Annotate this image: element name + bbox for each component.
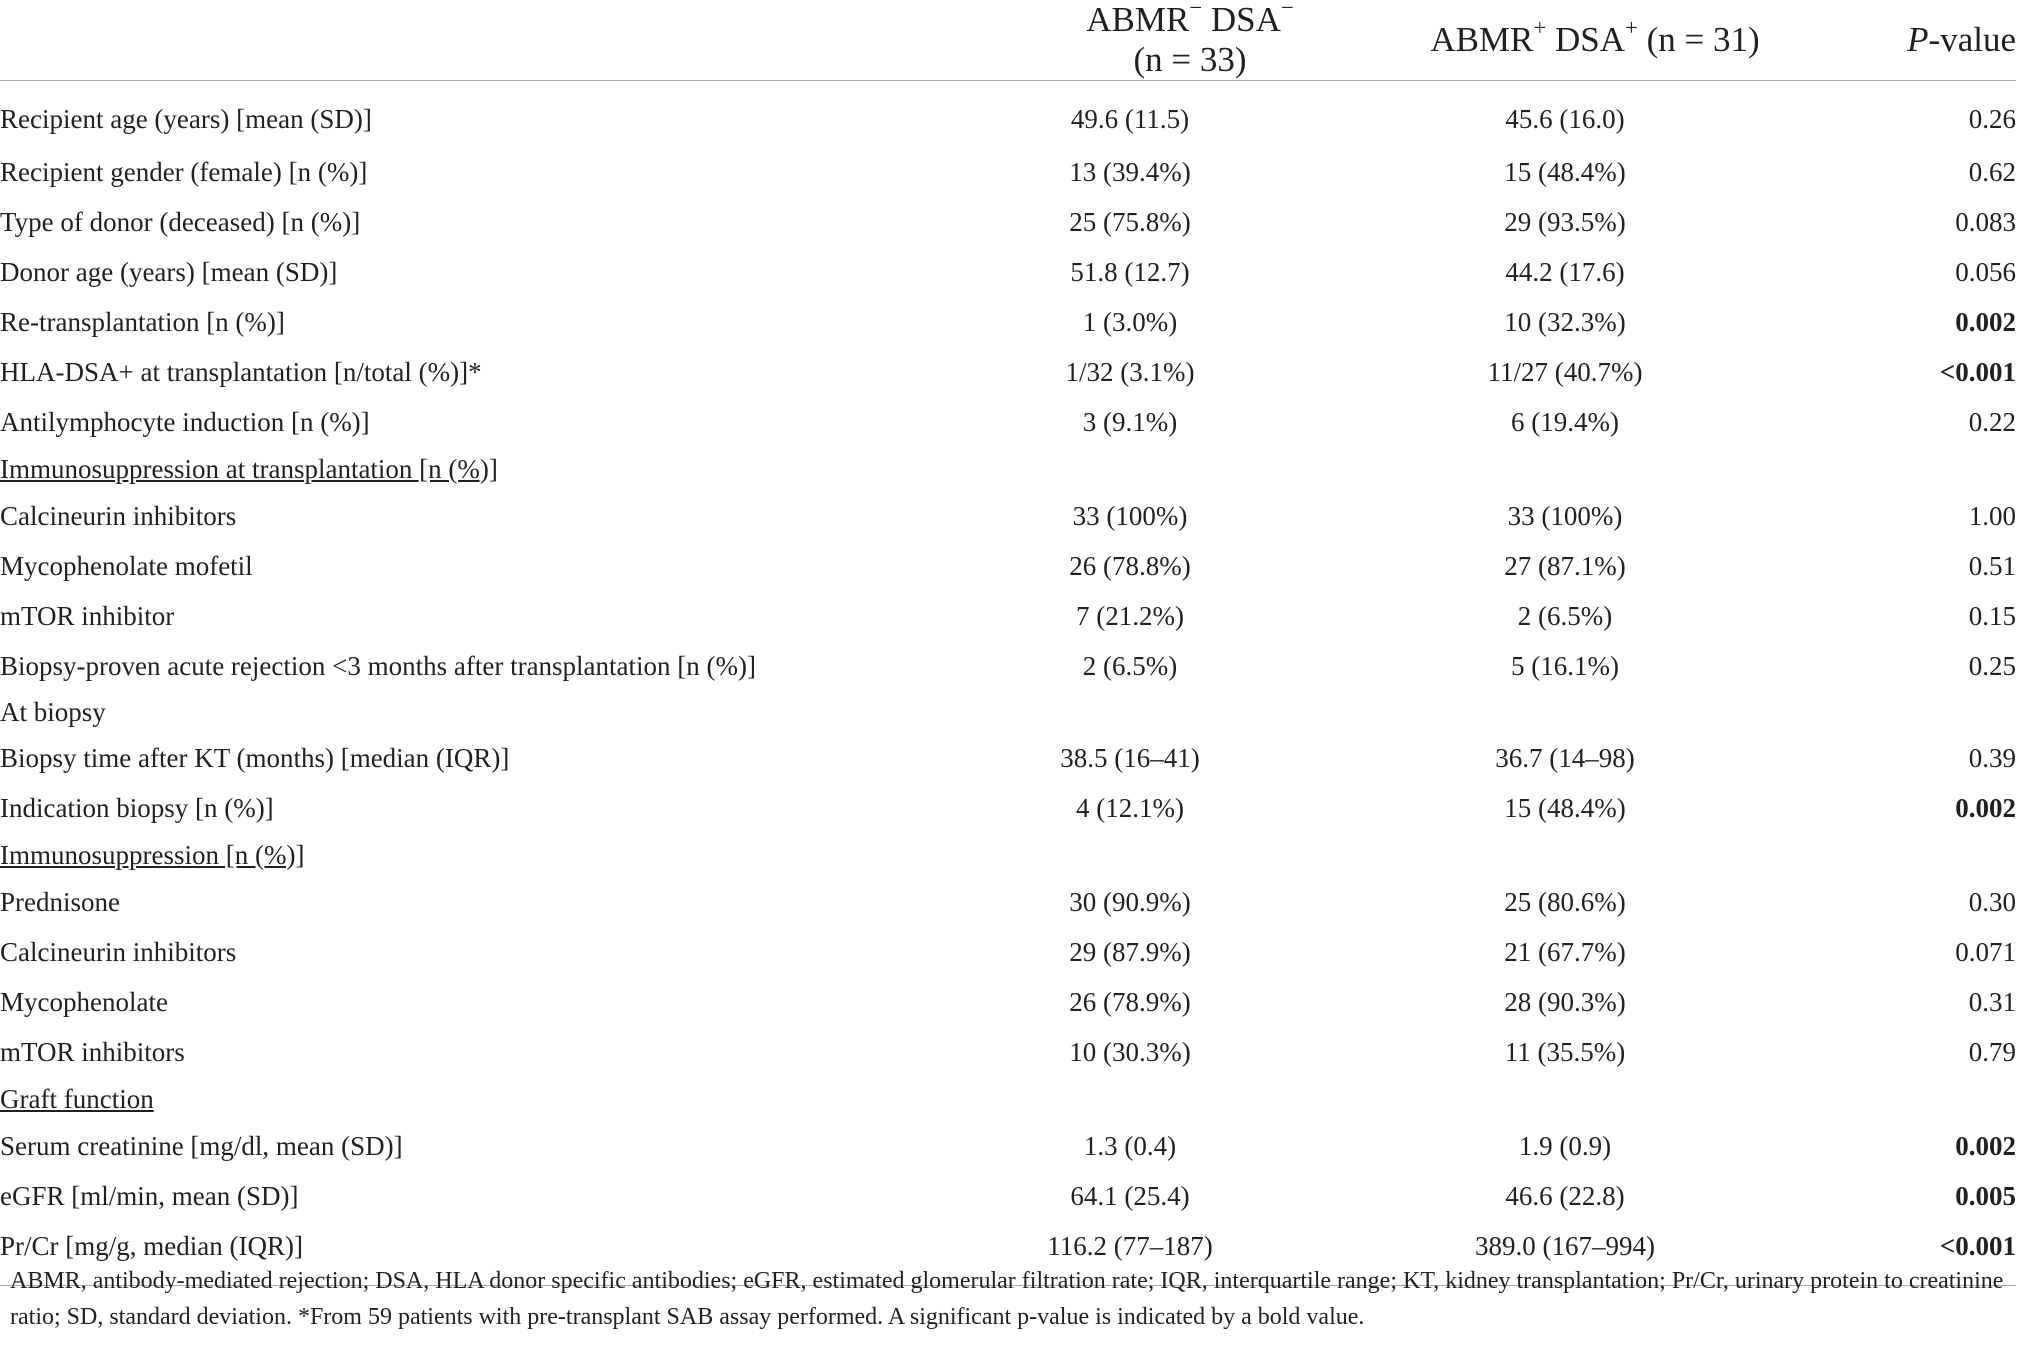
p-value: 0.071 bbox=[1955, 936, 2016, 967]
table-row bbox=[0, 81, 2016, 148]
p-value: 0.005 bbox=[1955, 1180, 2016, 1211]
table-row bbox=[0, 1121, 2016, 1171]
value-abmr-neg: 116.2 (77–187) bbox=[960, 1221, 1300, 1286]
header-row bbox=[0, 0, 2016, 81]
p-value: 0.083 bbox=[1955, 206, 2016, 237]
p-value: 0.39 bbox=[1968, 742, 2016, 773]
row-label: Pr/Cr [mg/g, median (IQR)] bbox=[0, 1221, 960, 1286]
value-abmr-neg: 13 (39.4%) bbox=[1069, 156, 1191, 187]
table-row bbox=[0, 977, 2016, 1027]
row-label: Calcineurin inhibitors bbox=[0, 500, 237, 531]
row-label: Mycophenolate bbox=[0, 986, 168, 1017]
table-row bbox=[0, 347, 2016, 397]
table-row bbox=[0, 641, 2016, 691]
p-value: <0.001 bbox=[1830, 1221, 2016, 1286]
value-abmr-pos: 27 (87.1%) bbox=[1504, 550, 1626, 581]
value-abmr-neg: 38.5 (16–41) bbox=[1060, 742, 1200, 773]
p-value: 0.30 bbox=[1968, 886, 2016, 917]
value-abmr-pos: 33 (100%) bbox=[1507, 500, 1623, 531]
value-abmr-pos: 11 (35.5%) bbox=[1504, 1036, 1626, 1067]
section-header-row bbox=[0, 1077, 2016, 1121]
value-abmr-pos: 1.9 (0.9) bbox=[1518, 1130, 1612, 1161]
row-label: Biopsy-proven acute rejection <3 months after transplantation [n (%)] bbox=[0, 650, 756, 681]
value-abmr-pos: 36.7 (14–98) bbox=[1495, 742, 1635, 773]
table-row bbox=[0, 927, 2016, 977]
value-abmr-pos: 11/27 (40.7%) bbox=[1487, 356, 1643, 387]
table-row bbox=[0, 1027, 2016, 1077]
row-label: Biopsy time after KT (months) [median (IQR)] bbox=[0, 742, 510, 773]
table-row bbox=[0, 197, 2016, 247]
p-value: 0.31 bbox=[1968, 986, 2016, 1017]
p-value: 0.22 bbox=[1968, 406, 2016, 437]
table-row bbox=[0, 397, 2016, 447]
value-abmr-pos: 15 (48.4%) bbox=[1504, 792, 1626, 823]
p-value: 0.15 bbox=[1968, 600, 2016, 631]
p-value: 1.00 bbox=[1968, 500, 2016, 531]
section-title: At biopsy bbox=[0, 696, 106, 727]
value-abmr-neg: 30 (90.9%) bbox=[1069, 886, 1191, 917]
section-header-row bbox=[0, 833, 2016, 877]
p-value: 0.79 bbox=[1968, 1036, 2016, 1067]
value-abmr-pos: 45.6 (16.0) bbox=[1505, 103, 1625, 134]
section-title: Graft function bbox=[0, 1083, 154, 1114]
value-abmr-pos: 25 (80.6%) bbox=[1504, 886, 1626, 917]
value-abmr-neg: 1/32 (3.1%) bbox=[1065, 356, 1195, 387]
table-row bbox=[0, 147, 2016, 197]
table-row bbox=[0, 491, 2016, 541]
table-row bbox=[0, 733, 2016, 783]
row-label: Serum creatinine [mg/dl, mean (SD)] bbox=[0, 1130, 403, 1161]
table-row bbox=[0, 297, 2016, 347]
table-body bbox=[0, 81, 2016, 1286]
table-row bbox=[0, 877, 2016, 927]
section-header-row bbox=[0, 691, 2016, 733]
header-p-value: P-value bbox=[1830, 0, 2016, 81]
row-label: Donor age (years) [mean (SD)] bbox=[0, 256, 338, 287]
value-abmr-neg: 4 (12.1%) bbox=[1076, 792, 1184, 823]
value-abmr-pos: 15 (48.4%) bbox=[1504, 156, 1626, 187]
value-abmr-neg: 1 (3.0%) bbox=[1082, 306, 1178, 337]
p-value: 0.25 bbox=[1968, 650, 2016, 681]
p-value: 0.002 bbox=[1955, 792, 2016, 823]
value-abmr-neg: 26 (78.9%) bbox=[1069, 986, 1191, 1017]
value-abmr-pos: 21 (67.7%) bbox=[1504, 936, 1626, 967]
value-abmr-pos: 46.6 (22.8) bbox=[1505, 1180, 1625, 1211]
value-abmr-neg: 64.1 (25.4) bbox=[1070, 1180, 1190, 1211]
value-abmr-pos: 10 (32.3%) bbox=[1504, 306, 1626, 337]
value-abmr-neg: 2 (6.5%) bbox=[1082, 650, 1178, 681]
row-label: Type of donor (deceased) [n (%)] bbox=[0, 206, 361, 237]
value-abmr-neg: 25 (75.8%) bbox=[1069, 206, 1191, 237]
row-label: mTOR inhibitors bbox=[0, 1036, 185, 1067]
row-label: eGFR [ml/min, mean (SD)] bbox=[0, 1180, 299, 1211]
table-row bbox=[0, 541, 2016, 591]
p-value: 0.002 bbox=[1955, 306, 2016, 337]
value-abmr-neg: 1.3 (0.4) bbox=[1083, 1130, 1177, 1161]
row-label: Prednisone bbox=[0, 886, 120, 917]
row-label: Mycophenolate mofetil bbox=[0, 550, 253, 581]
row-label: Re-transplantation [n (%)] bbox=[0, 306, 285, 337]
table-footnote: ABMR, antibody-mediated rejection; DSA, HLA donor specific antibodies; eGFR, estimated glomerular filtration rate; IQR, interquartile range; KT, kidney transplantation; Pr/Cr, urinary protein to creatinine ratio; SD, standard deviation. *From 59 patients with pre-transplant SAB assay performed. A significant p-value is indicated by a bold value. bbox=[10, 1268, 2004, 1330]
header-empty bbox=[0, 0, 960, 81]
row-label: mTOR inhibitor bbox=[0, 600, 175, 631]
row-label: Recipient gender (female) [n (%)] bbox=[0, 156, 368, 187]
value-abmr-pos: 28 (90.3%) bbox=[1504, 986, 1626, 1017]
table-row bbox=[0, 247, 2016, 297]
value-abmr-neg: 29 (87.9%) bbox=[1069, 936, 1191, 967]
value-abmr-neg: 49.6 (11.5) bbox=[1070, 103, 1190, 134]
header-abmr-pos: ABMR+ DSA+ (n = 31) bbox=[1300, 0, 1830, 81]
row-label: Antilymphocyte induction [n (%)] bbox=[0, 406, 370, 437]
p-value: <0.001 bbox=[1939, 356, 2016, 387]
p-value: 0.62 bbox=[1968, 156, 2016, 187]
row-label: Calcineurin inhibitors bbox=[0, 936, 237, 967]
value-abmr-pos: 29 (93.5%) bbox=[1504, 206, 1626, 237]
value-abmr-neg: 33 (100%) bbox=[1072, 500, 1188, 531]
section-header-row bbox=[0, 447, 2016, 491]
value-abmr-pos: 389.0 (167–994) bbox=[1300, 1221, 1830, 1286]
p-value: 0.26 bbox=[1968, 103, 2016, 134]
row-label: HLA-DSA+ at transplantation [n/total (%)]* bbox=[0, 356, 482, 387]
value-abmr-neg: 7 (21.2%) bbox=[1076, 600, 1184, 631]
table-row bbox=[0, 783, 2016, 833]
value-abmr-pos: 6 (19.4%) bbox=[1511, 406, 1619, 437]
value-abmr-neg: 3 (9.1%) bbox=[1082, 406, 1178, 437]
table-row bbox=[0, 591, 2016, 641]
p-value: 0.002 bbox=[1955, 1130, 2016, 1161]
value-abmr-pos: 2 (6.5%) bbox=[1517, 600, 1613, 631]
row-label: Indication biopsy [n (%)] bbox=[0, 792, 274, 823]
header-abmr-neg: ABMR− DSA− (n = 33) bbox=[960, 0, 1300, 81]
value-abmr-neg: 10 (30.3%) bbox=[1069, 1036, 1191, 1067]
value-abmr-pos: 5 (16.1%) bbox=[1511, 650, 1619, 681]
p-value: 0.51 bbox=[1968, 550, 2016, 581]
value-abmr-pos: 44.2 (17.6) bbox=[1505, 256, 1625, 287]
section-title: Immunosuppression [n (%)] bbox=[0, 839, 305, 870]
section-title: Immunosuppression at transplantation [n (%)] bbox=[0, 453, 498, 484]
value-abmr-neg: 51.8 (12.7) bbox=[1070, 256, 1190, 287]
p-value: 0.056 bbox=[1955, 256, 2016, 287]
table-row bbox=[0, 1171, 2016, 1221]
row-label: Recipient age (years) [mean (SD)] bbox=[0, 103, 372, 134]
value-abmr-neg: 26 (78.8%) bbox=[1069, 550, 1191, 581]
